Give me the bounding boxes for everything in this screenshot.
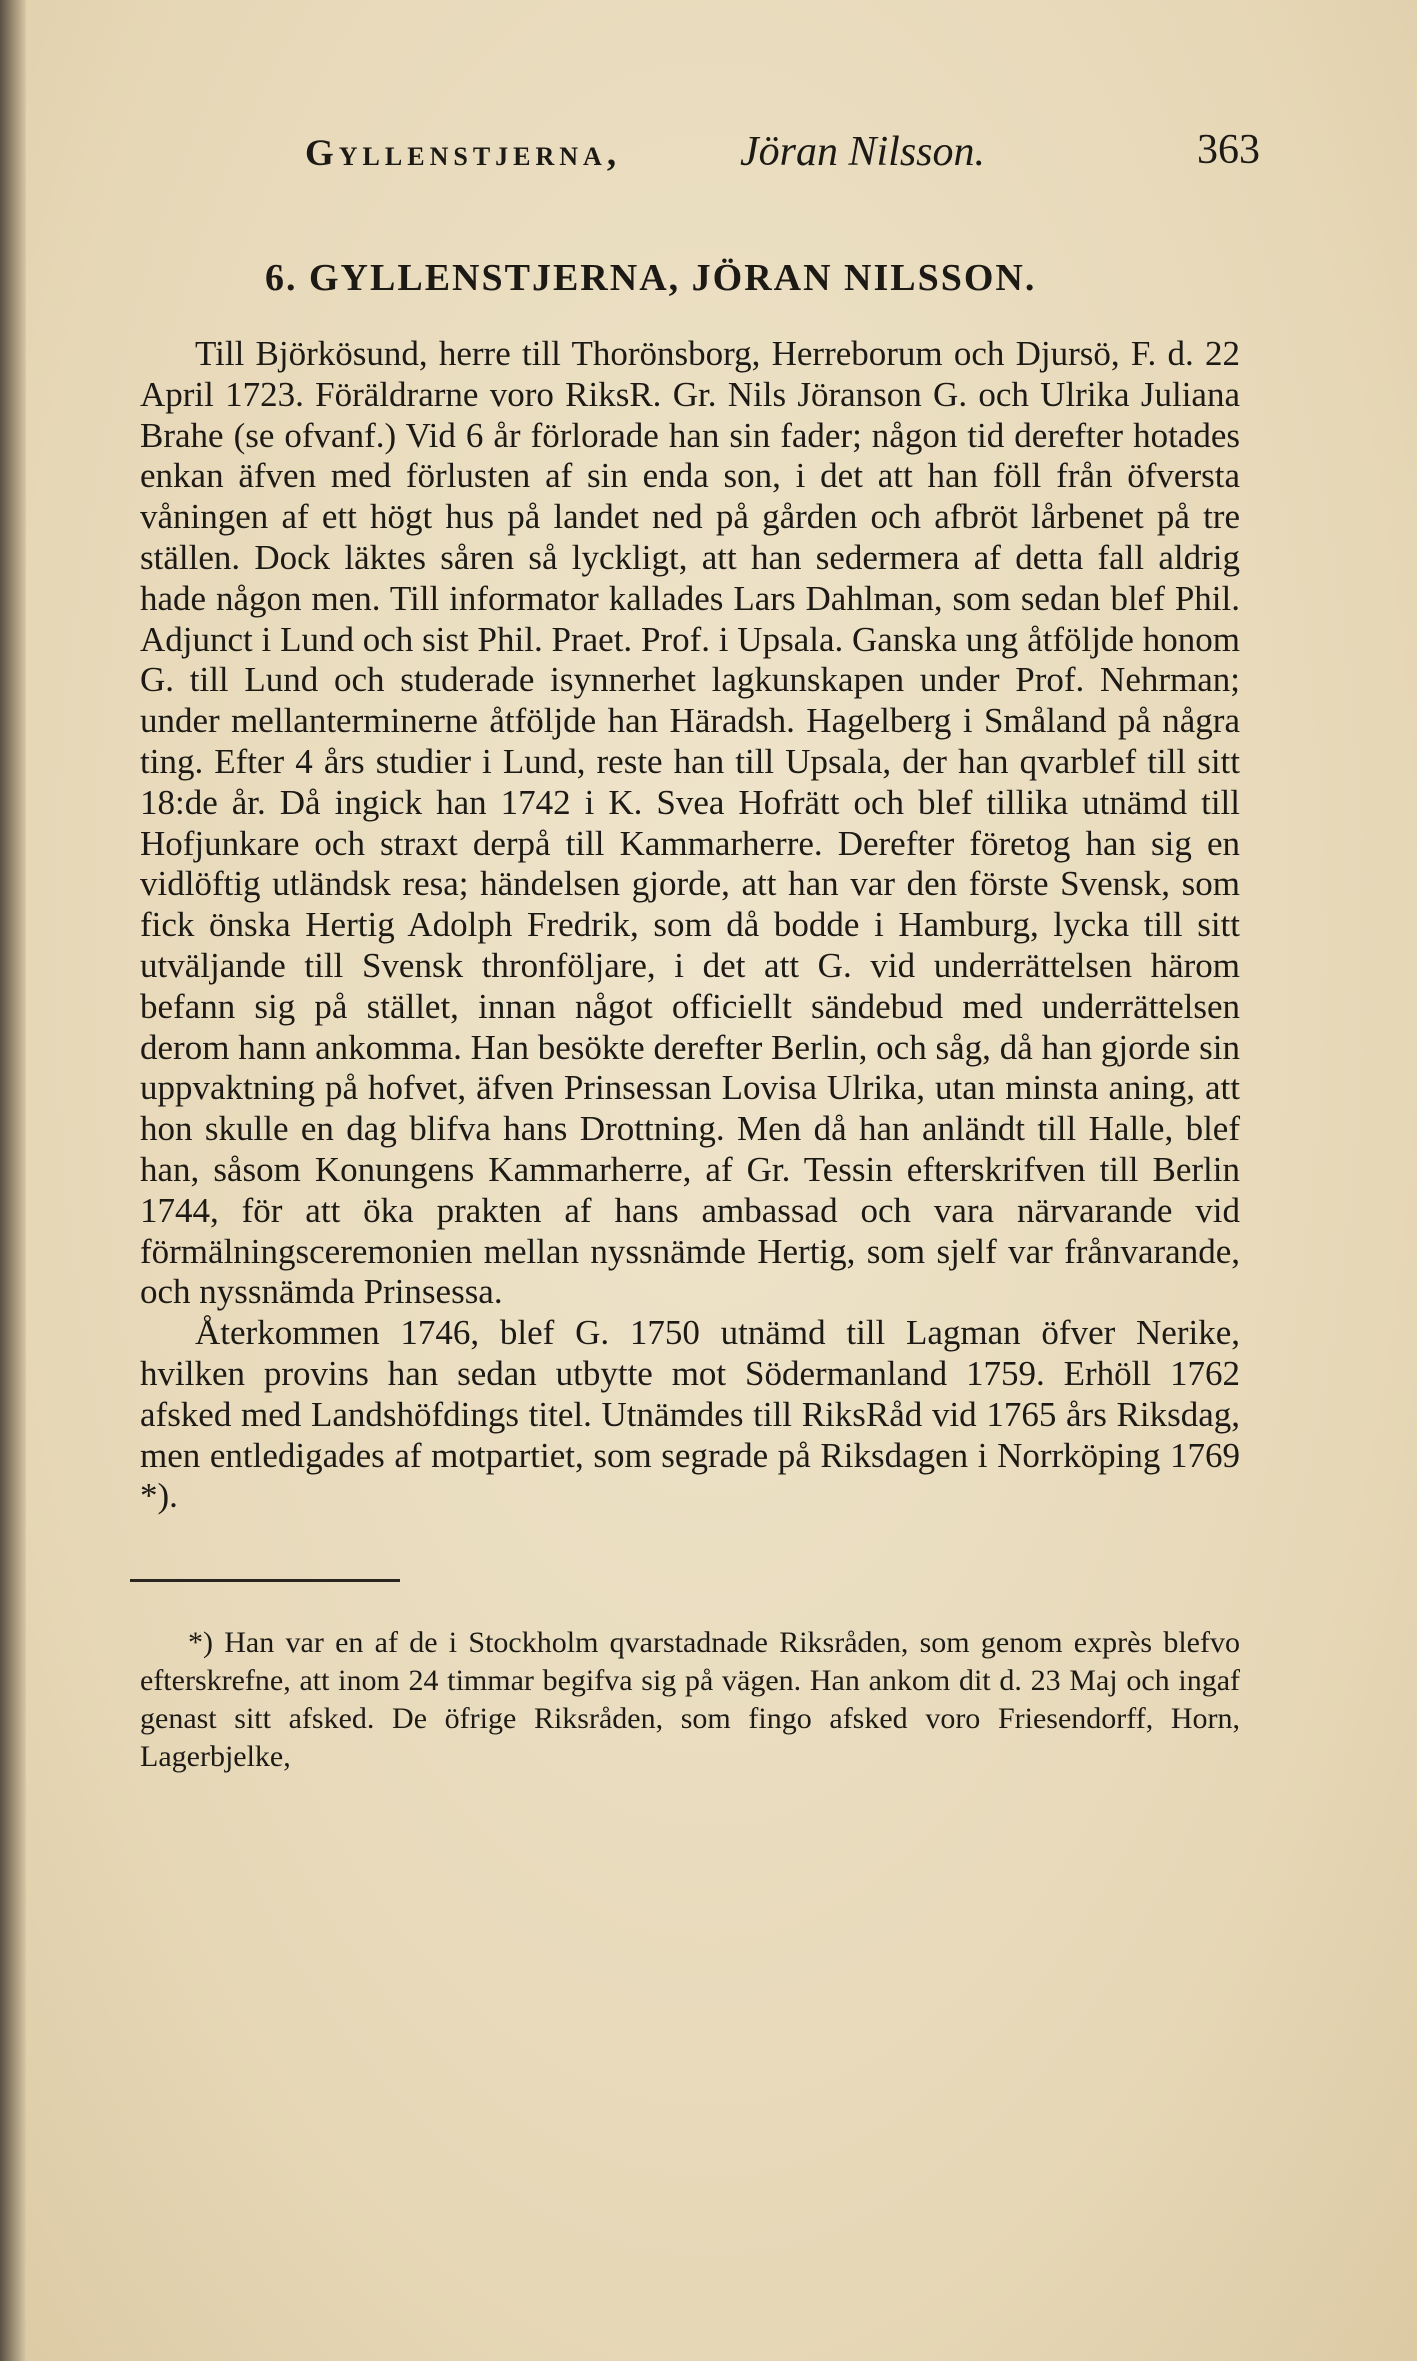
running-head — [140, 118, 1260, 178]
article-heading: 6. GYLLENSTJERNA, JÖRAN NILSSON. — [265, 257, 1037, 299]
article-body — [140, 334, 1240, 1517]
footnote: *) Han var en af de i Stockholm qvarstadnade Riksråden, som genom exprès blefvo efterskrefne, att inom 24 timmar begifva sig på vägen. Han ankom dit d. 23 Maj och ingaf genast sitt afsked. De öfrige Riksråden, som fingo afsked voro Friesendorff, Horn, Lagerbjelke, — [140, 1626, 1240, 1774]
paragraph-2: Återkommen 1746, blef G. 1750 utnämd till Lagman öfver Nerike, hvilken provins han sedan utbytte mot Södermanland 1759. Erhöll 1762 afsked med Landshöfdings titel. Utnämdes till RiksRåd vid 1765 års Riksdag, men entledigades af motpartiet, som segrade på Riksdagen i Norrköping 1769 *). — [140, 1313, 1240, 1516]
running-head-name: Jöran Nilsson. — [740, 129, 986, 175]
book-gutter — [0, 0, 26, 2361]
footnote-rule — [130, 1579, 400, 1582]
book-page — [140, 118, 1260, 1776]
page-number: 363 — [1197, 127, 1260, 173]
paragraph-1: Till Björkösund, herre till Thorönsborg, Herreborum och Djursö, F. d. 22 April 1723. Föräldrarne voro RiksR. Gr. Nils Jöranson G. och Ulrika Juliana Brahe (se ofvanf.) Vid 6 år förlorade han sin fader; någon tid derefter hotades enkan äfven med förlusten af sin enda son, i det att han föll från öfversta våningen af ett högt hus på landet ned på gården och afbröt lårbenet på tre ställen. Dock läktes såren så lyckligt, att han sedermera af detta fall aldrig hade någon men. Till informator kallades Lars Dahlman, som sedan blef Phil. Adjunct i Lund och sist Phil. Praet. Prof. i Upsala. Ganska ung åtföljde honom G. till Lund och studerade isynnerhet lagkunskapen under Prof. Nehrman; under mellanterminerne åtföljde han Häradsh. Hagelberg i Småland på några ting. Efter 4 års studier i Lund, reste han till Upsala, der han qvarblef till sitt 18:de år. Då ingick han 1742 i K. Svea Hofrätt och blef tillika utnämd till Hofjunkare och straxt derpå till Kammarherre. Derefter företog han sig en vidlöftig utländsk resa; händelsen gjorde, att han var den förste Svensk, som fick önska Hertig Adolph Fredrik, som då bodde i Hamburg, lycka till sitt utväljande till Svensk thronföljare, i det att G. vid underrättelsen härom befann sig på stället, innan något officiellt sändebud med underrättelsen derom hann ankomma. Han besökte derefter Berlin, och såg, då han gjorde sin uppvaktning på hofvet, äfven Prinsessan Lovisa Ulrika, utan minsta aning, att hon skulle en dag blifva hans Drottning. Men då han anländt till Halle, blef han, såsom Konungens Kammarherre, af Gr. Tessin efterskrifven till Berlin 1744, för att öka prakten af hans ambassad och vara närvarande vid förmälningsceremonien mellan nyssnämde Hertig, som sjelf var frånvarande, och nyssnämda Prinsessa. — [140, 334, 1240, 1312]
running-head-title: Gyllenstjerna, — [305, 133, 622, 174]
